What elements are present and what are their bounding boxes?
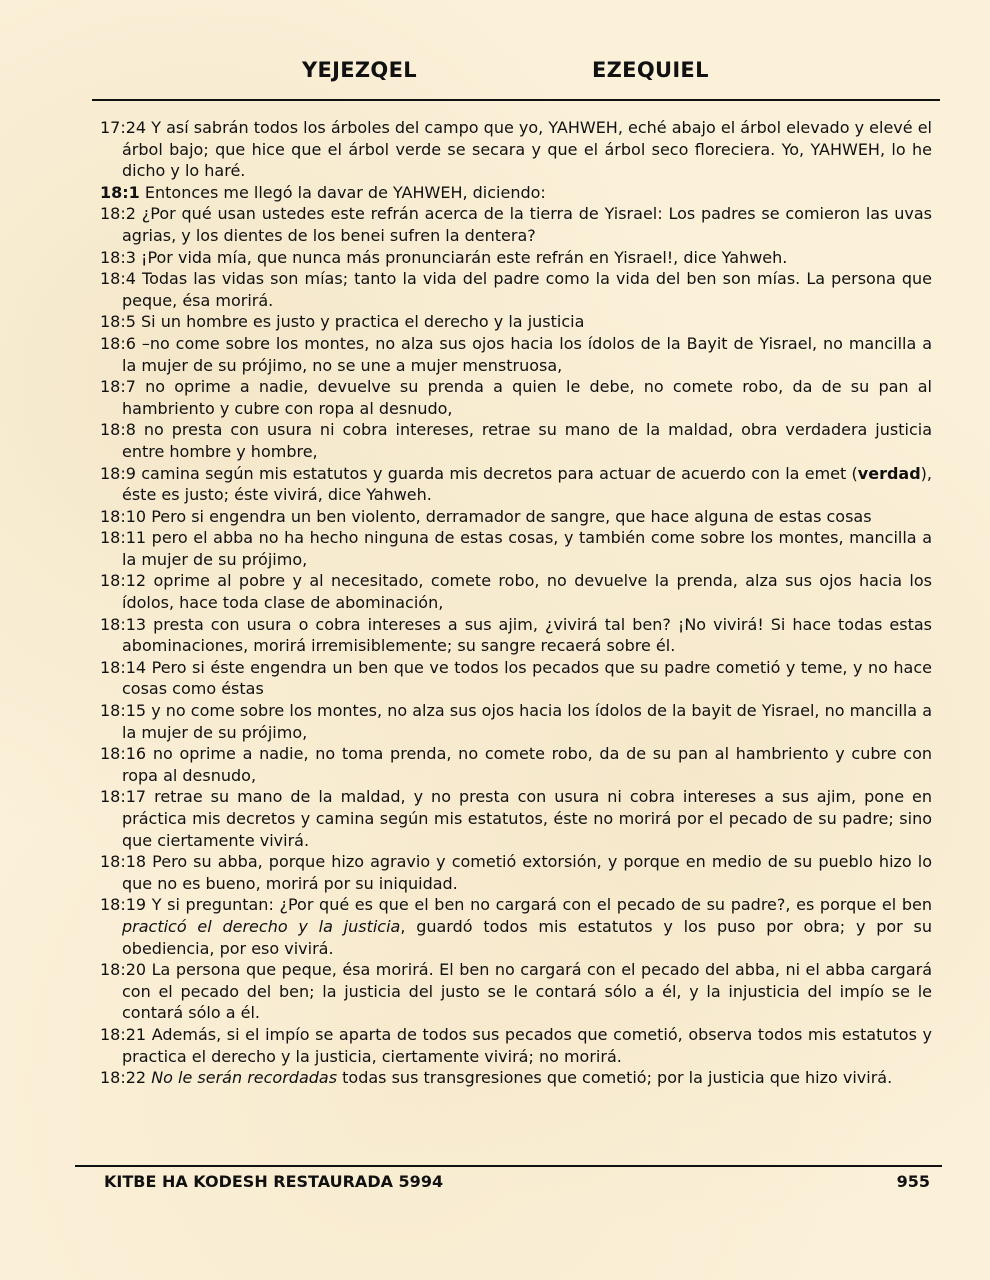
verse-reference: 18:7 — [100, 377, 136, 397]
verse-text: Si un hombre es justo y practica el derecho y la justicia — [135, 312, 585, 332]
verse-reference: 18:13 — [100, 614, 147, 634]
footer-book-title: KITBE HA KODESH RESTAURADA 5994 — [104, 1172, 444, 1191]
verse-text: Entonces me llegó la davar de YAHWEH, diciendo: — [139, 182, 546, 202]
verse — [100, 786, 932, 851]
verse — [100, 117, 932, 182]
verse — [100, 376, 932, 419]
verse-reference: 18:17 — [100, 787, 147, 807]
verse — [100, 570, 932, 613]
verse-reference: 18:12 — [100, 571, 147, 591]
verse-text: retrae su mano de la maldad, y no presta con usura ni cobra intereses a sus ajim, pone en práctica mis decretos y camina según mis estatutos, éste no morirá por el pecado de su padre; sino que ciertamente vivirá. — [122, 787, 932, 850]
verse-text: pero el abba no ha hecho ninguna de estas cosas, y también come sobre los montes, mancilla a la mujer de su prójimo, — [122, 528, 932, 569]
verse-text: y no come sobre los montes, no alza sus ojos hacia los ídolos de la bayit de Yisrael, no mancilla a la mujer de su prójimo, — [122, 701, 932, 742]
verse-text: Pero si éste engendra un ben que ve todos los pecados que su padre cometió y teme, y no hace cosas como éstas — [122, 657, 932, 699]
verse-text: no presta con usura ni cobra intereses, retrae su mano de la maldad, obra verdadera justicia entre hombre y hombre, — [122, 420, 932, 461]
verse-text: –no come sobre los montes, no alza sus ojos hacia los ídolos de la Bayit de Yisrael, no mancilla a la mujer de su prójimo, no se une a mujer menstruosa, — [122, 333, 932, 375]
verse-reference: 18:10 — [100, 506, 147, 526]
verse-reference: 18:6 — [100, 333, 136, 353]
verse-text: no oprime a nadie, devuelve su prenda a quien le debe, no comete robo, da de su pan al hambriento y cubre con ropa al desnudo, — [122, 377, 932, 418]
verse-text-bold: verdad — [857, 463, 921, 483]
verse — [100, 959, 932, 1024]
verse-reference: 18:5 — [100, 312, 136, 332]
verse-text: Todas las vidas son mías; tanto la vida del padre como la vida del ben son mías. La persona que peque, ésa morirá. — [122, 269, 932, 310]
verse-text: Pero si engendra un ben violento, derramador de sangre, que hace alguna de estas cosas — [146, 506, 872, 526]
verse — [100, 851, 932, 894]
verse-text: oprime al pobre y al necesitado, comete robo, no devuelve la prenda, alza sus ojos hacia los ídolos, hace toda clase de abominación, — [122, 571, 932, 613]
footer-page-number: 955 — [896, 1172, 930, 1191]
verse-text-italic: practicó el derecho y la justicia — [122, 916, 401, 936]
verse — [100, 614, 932, 657]
verse — [100, 463, 932, 506]
verse-reference: 18:20 — [100, 960, 147, 980]
verse — [100, 247, 932, 269]
verse-reference: 18:14 — [100, 657, 147, 677]
verse-reference: 18:2 — [100, 204, 136, 224]
verse-reference: 18:22 — [100, 1068, 147, 1088]
verse-text: Y así sabrán todos los árboles del campo que yo, YAHWEH, eché abajo el árbol elevado y elevé el árbol bajo; que hice que el árbol verde se secara y que el árbol seco floreciera. Yo, YAHWEH, lo he dicho y lo haré. — [122, 118, 932, 181]
verse-text: Pero su abba, porque hizo agravio y cometió extorsión, y porque en medio de su pueblo hizo lo que no es bueno, morirá por su iniquidad. — [122, 852, 932, 893]
verse — [100, 268, 932, 311]
verse-reference: 18:3 — [100, 247, 136, 267]
verse — [100, 743, 932, 786]
verse-reference: 17:24 — [100, 118, 147, 137]
verse-text: ¡Por vida mía, que nunca más pronunciarán este refrán en Yisrael!, dice Yahweh. — [135, 247, 788, 267]
verse-reference: 18:21 — [100, 1024, 147, 1044]
verse-reference: 18:11 — [100, 528, 147, 548]
verse-reference: 18:15 — [100, 701, 147, 721]
verse-list — [100, 117, 932, 1089]
verse — [100, 203, 932, 246]
verse-text: La persona que peque, ésa morirá. El ben no cargará con el pecado del abba, ni el abba cargará con el pecado del ben; la justicia del justo se le contará sólo a él, y la injusticia del impío se le contará sólo a él. — [122, 960, 932, 1023]
verse-text: ¿Por qué usan ustedes este refrán acerca de la tierra de Yisrael: Los padres se comieron las uvas agrias, y los dientes de los benei sufren la dentera? — [122, 204, 932, 245]
verse-text: , guardó todos mis estatutos y los puso por obra; y por su obediencia, por eso vivirá. — [122, 916, 932, 958]
verse-text: camina según mis estatutos y guarda mis decretos para actuar de acuerdo con la emet ( — [135, 463, 858, 483]
verse-text: no oprime a nadie, no toma prenda, no comete robo, da de su pan al hambriento y cubre con ropa al desnudo, — [122, 744, 932, 785]
header-right-title: EZEQUIEL — [592, 58, 709, 82]
header-divider — [92, 99, 940, 101]
verse — [100, 1024, 932, 1067]
verse — [100, 311, 932, 333]
verse-reference: 18:1 — [100, 182, 140, 202]
verse-text: Además, si el impío se aparta de todos sus pecados que cometió, observa todos mis estatutos y practica el derecho y la justicia, ciertamente vivirá; no morirá. — [122, 1024, 932, 1066]
verse — [100, 657, 932, 700]
verse-text: Y si preguntan: ¿Por qué es que el ben no cargará con el pecado de su padre?, es porque el ben — [146, 895, 932, 915]
verse — [100, 182, 932, 204]
verse-text-italic: No le serán recordadas — [151, 1068, 338, 1088]
verse-text: todas sus transgresiones que cometió; por la justicia que hizo vivirá. — [337, 1068, 893, 1088]
verse — [100, 333, 932, 376]
verse — [100, 527, 932, 570]
verse-text: presta con usura o cobra intereses a sus ajim, ¿vivirá tal ben? ¡No vivirá! Si hace todas estas abominaciones, morirá irremisiblemente; su sangre recaerá sobre él. — [122, 614, 932, 656]
verse — [100, 506, 932, 528]
verse-reference: 18:4 — [100, 269, 136, 289]
verse-reference: 18:16 — [100, 744, 147, 764]
verse — [100, 1067, 932, 1089]
verse — [100, 894, 932, 959]
verse — [100, 419, 932, 462]
verse-reference: 18:8 — [100, 420, 136, 440]
page-header — [92, 58, 940, 94]
header-left-title: YEJEZQEL — [302, 58, 417, 82]
footer-divider — [75, 1165, 942, 1167]
verse-reference: 18:19 — [100, 895, 147, 915]
verse-reference: 18:9 — [100, 463, 136, 483]
verse-text: ), éste es justo; éste vivirá, dice Yahweh. — [122, 463, 932, 505]
verse — [100, 700, 932, 743]
verse-reference: 18:18 — [100, 852, 147, 872]
